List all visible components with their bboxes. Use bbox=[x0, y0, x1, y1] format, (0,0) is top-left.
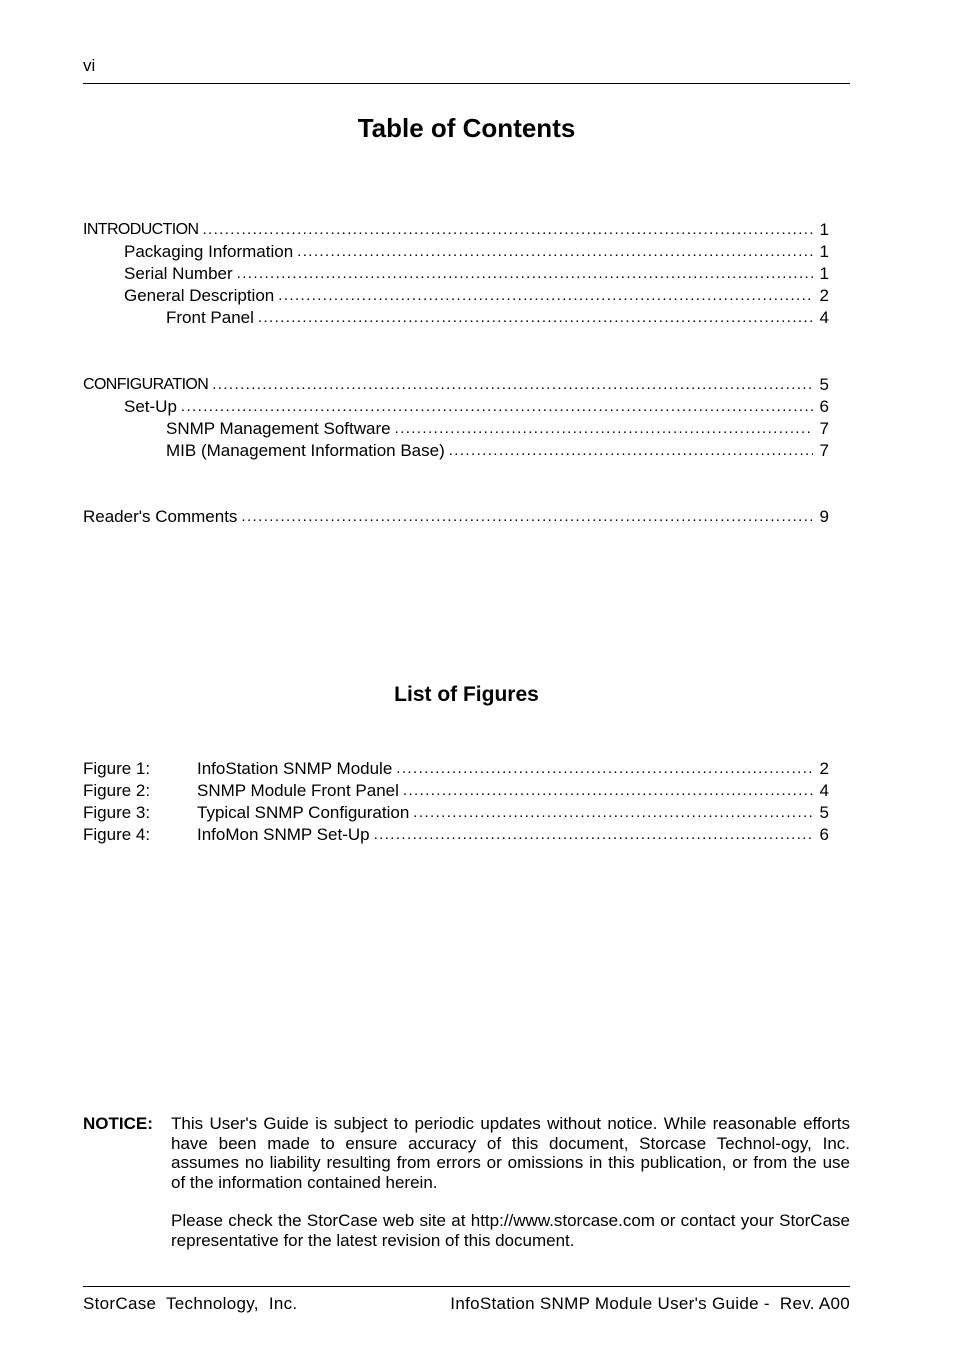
toc-entry-page: 2 bbox=[819, 286, 829, 305]
toc-entry-page: 9 bbox=[819, 507, 829, 526]
toc-entry-page: 7 bbox=[819, 419, 829, 438]
dot-leader bbox=[258, 307, 813, 329]
toc-entry-label: CONFIGURATION bbox=[83, 376, 209, 393]
toc-entry-general-description[interactable] bbox=[124, 285, 829, 307]
toc-entry-page: 4 bbox=[819, 308, 829, 327]
dot-leader bbox=[237, 263, 813, 285]
lof-title: List of Figures bbox=[394, 683, 539, 706]
toc-entry-packaging-information[interactable] bbox=[124, 241, 829, 263]
dot-leader bbox=[395, 418, 813, 440]
lof-entry-figure-1[interactable] bbox=[83, 758, 829, 780]
footer-company: StorCase Technology, Inc. bbox=[83, 1294, 298, 1313]
dot-leader bbox=[403, 780, 813, 802]
notice-paragraph: This User's Guide is subject to periodic updates without notice. While reasonable efforts have been made to ensure accuracy of this document, Storcase Technol-ogy, Inc. assumes no liability resulting from errors or omissions in this publication, or from the use of the information contained herein. bbox=[171, 1114, 850, 1192]
header-rule bbox=[83, 83, 850, 84]
toc-entry-label: SNMP Management Software bbox=[166, 419, 391, 438]
toc-entry-page: 1 bbox=[819, 220, 829, 239]
lof-entry-figure-4[interactable] bbox=[83, 824, 829, 846]
lof-entry-figure-3[interactable] bbox=[83, 802, 829, 824]
figure-page: 5 bbox=[819, 803, 829, 822]
figure-page: 6 bbox=[819, 825, 829, 844]
toc-entry-serial-number[interactable] bbox=[124, 263, 829, 285]
figure-label: InfoMon SNMP Set-Up bbox=[197, 825, 370, 844]
toc-entry-mib[interactable] bbox=[166, 440, 829, 462]
figure-number: Figure 2: bbox=[83, 781, 151, 800]
footer-document-title: InfoStation SNMP Module User's Guide - Rev. A00 bbox=[450, 1294, 850, 1313]
toc-entry-label: General Description bbox=[124, 286, 275, 305]
toc-entry-label: Front Panel bbox=[166, 308, 254, 327]
toc-entry-snmp-management-software[interactable] bbox=[166, 418, 829, 440]
dot-leader bbox=[212, 374, 813, 396]
toc-entry-label: Packaging Information bbox=[124, 242, 294, 261]
toc-title: Table of Contents bbox=[357, 113, 576, 143]
toc-entry-label: Set-Up bbox=[124, 397, 177, 416]
toc-entry-set-up[interactable] bbox=[124, 396, 829, 418]
toc-entry-readers-comments[interactable] bbox=[83, 506, 829, 528]
notice-label: NOTICE: bbox=[83, 1114, 153, 1133]
toc-entry-configuration[interactable] bbox=[83, 374, 829, 396]
toc-entry-label: INTRODUCTION bbox=[83, 221, 199, 238]
dot-leader bbox=[241, 506, 813, 528]
dot-leader bbox=[181, 396, 813, 418]
toc-entry-page: 6 bbox=[819, 397, 829, 416]
figure-label: InfoStation SNMP Module bbox=[197, 759, 393, 778]
dot-leader bbox=[202, 219, 813, 241]
figure-label: Typical SNMP Configuration bbox=[197, 803, 410, 822]
toc-entry-label: MIB (Management Information Base) bbox=[166, 441, 445, 460]
lof-entry-figure-2[interactable] bbox=[83, 780, 829, 802]
page-number: vi bbox=[83, 56, 96, 75]
toc-entry-page: 5 bbox=[819, 375, 829, 394]
dot-leader bbox=[396, 758, 813, 780]
figure-page: 4 bbox=[819, 781, 829, 800]
footer-rule bbox=[83, 1286, 850, 1287]
toc-entry-label: Serial Number bbox=[124, 264, 233, 283]
toc-entry-page: 1 bbox=[819, 242, 829, 261]
toc-entry-page: 7 bbox=[819, 441, 829, 460]
dot-leader bbox=[374, 824, 813, 846]
figure-number: Figure 3: bbox=[83, 803, 151, 822]
notice-paragraph: Please check the StorCase web site at http://www.storcase.com or contact your StorCase representative for the latest revision of this document. bbox=[171, 1211, 850, 1250]
toc-entry-label: Reader's Comments bbox=[83, 507, 238, 526]
dot-leader bbox=[297, 241, 813, 263]
figure-page: 2 bbox=[819, 759, 829, 778]
figure-number: Figure 1: bbox=[83, 759, 151, 778]
toc-entry-front-panel[interactable] bbox=[166, 307, 829, 329]
dot-leader bbox=[278, 285, 813, 307]
notice-body bbox=[171, 1114, 850, 1251]
toc-entry-page: 1 bbox=[819, 264, 829, 283]
dot-leader bbox=[413, 802, 813, 824]
notice-block bbox=[83, 1114, 850, 1270]
figure-label: SNMP Module Front Panel bbox=[197, 781, 399, 800]
figure-number: Figure 4: bbox=[83, 825, 151, 844]
dot-leader bbox=[449, 440, 813, 462]
toc-entry-introduction[interactable] bbox=[83, 219, 829, 241]
